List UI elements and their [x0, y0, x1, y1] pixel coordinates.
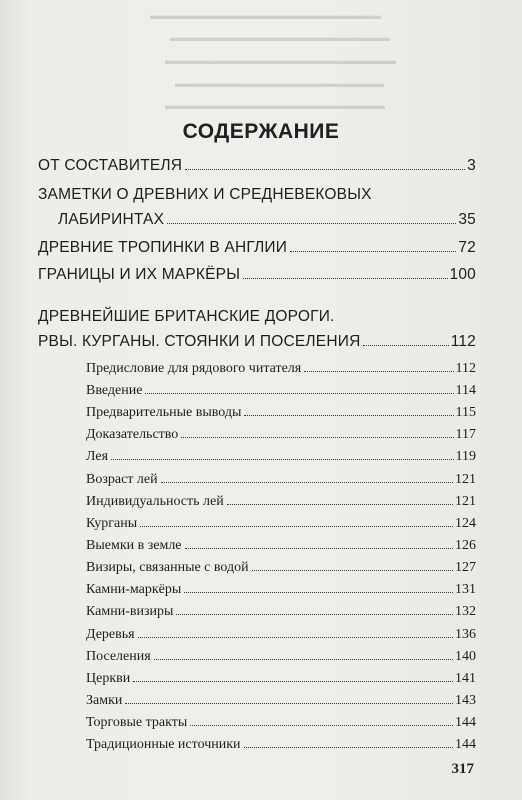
toc-subentry-page: 117 — [455, 427, 476, 442]
toc-subentry-label: Предисловие для рядового читателя — [86, 361, 302, 376]
dot-leader — [145, 393, 453, 394]
toc-entry-page: 72 — [458, 239, 476, 256]
toc-subentry-page: 114 — [455, 383, 476, 398]
toc-subentry-page: 131 — [455, 582, 476, 597]
toc-subentry-page: 132 — [455, 604, 476, 619]
bleed-through-text: ▬▬▬▬▬▬▬▬▬▬▬▬▬▬▬▬▬▬▬▬ — [165, 100, 385, 112]
toc-subentry-label: Индивидуальность лей — [86, 494, 224, 509]
dot-leader — [167, 223, 456, 224]
toc-entry-label: РВЫ. КУРГАНЫ. СТОЯНКИ И ПОСЕЛЕНИЯ — [38, 333, 361, 350]
toc-subentry-page: 144 — [455, 737, 476, 752]
toc-entry — [58, 211, 476, 229]
toc-subentry-label: Возраст лей — [86, 472, 158, 487]
toc-subentry-page: 124 — [455, 516, 476, 531]
toc-subentry-label: Традиционные источники — [86, 737, 241, 752]
bleed-through-text: ▬▬▬▬▬▬▬▬▬▬▬▬▬▬▬▬▬▬▬ — [175, 78, 384, 90]
toc-entry-page: 35 — [458, 211, 476, 228]
toc-subentry-page: 141 — [455, 671, 476, 686]
toc-subentry-label: Курганы — [86, 516, 138, 531]
dot-leader — [185, 169, 465, 170]
toc-subentry — [86, 516, 476, 532]
bleed-through-text: ▬▬▬▬▬▬▬▬▬▬▬▬▬▬▬▬▬▬▬▬▬ — [150, 10, 381, 22]
page-number: 317 — [451, 761, 474, 777]
toc-subentry — [86, 715, 476, 731]
toc-subentry-page: 127 — [455, 560, 476, 575]
dot-leader — [133, 681, 453, 682]
toc-subentry-label: Введение — [86, 383, 143, 398]
toc-subentry — [86, 494, 476, 510]
page-title: СОДЕРЖАНИЕ — [182, 120, 340, 143]
toc-subentry-page: 119 — [455, 449, 476, 464]
toc-subentry — [86, 671, 476, 687]
toc-entry — [38, 266, 476, 284]
toc-subentry — [86, 449, 476, 465]
toc-subentry-page: 121 — [455, 472, 476, 487]
toc-subentry-label: Поселения — [86, 649, 151, 664]
dot-leader — [125, 703, 453, 704]
toc-subentry — [86, 737, 476, 753]
toc-subentry — [86, 538, 476, 554]
toc-subentry — [86, 582, 476, 598]
toc-subentry-page: 121 — [455, 494, 476, 509]
toc-subentry-label: Визиры, связанные с водой — [86, 560, 249, 575]
toc-subentry-label: Торговые тракты — [86, 715, 188, 730]
dot-leader — [161, 482, 453, 483]
dot-leader — [176, 614, 453, 615]
toc-subentry-page: 112 — [455, 361, 476, 376]
toc-entry-label: ЛАБИРИНТАХ — [58, 211, 165, 228]
dot-leader — [363, 345, 448, 346]
toc-subentry — [86, 693, 476, 709]
dot-leader — [185, 548, 453, 549]
dot-leader — [190, 725, 453, 726]
bleed-through-text: ▬▬▬▬▬▬▬▬▬▬▬▬▬▬▬▬▬▬▬▬▬ — [165, 55, 396, 67]
toc-entry — [38, 333, 476, 351]
toc-subentry-page: 140 — [455, 649, 476, 664]
dot-leader — [154, 659, 453, 660]
toc-subentry — [86, 405, 476, 421]
dot-leader — [304, 371, 453, 372]
toc-subentry-label: Замки — [86, 693, 123, 708]
toc-entry-page: 3 — [467, 157, 476, 174]
toc-entry-page: 112 — [450, 333, 476, 350]
toc-subentry — [86, 383, 476, 399]
toc-entry-label: ОТ СОСТАВИТЕЛЯ — [38, 157, 183, 174]
toc-subentry-page: 144 — [455, 715, 476, 730]
dot-leader — [244, 415, 453, 416]
toc-entry-page: 100 — [449, 266, 476, 283]
toc-entry-label: ДРЕВНИЕ ТРОПИНКИ В АНГЛИИ — [38, 239, 288, 256]
dot-leader — [140, 526, 453, 527]
toc-subentry-label: Камни-визиры — [86, 604, 174, 619]
dot-leader — [227, 504, 453, 505]
toc-subentry-label: Церкви — [86, 671, 131, 686]
toc-entry — [38, 157, 476, 175]
toc-subentry-page: 143 — [455, 693, 476, 708]
toc-subentry — [86, 560, 476, 576]
toc-subentry — [86, 472, 476, 488]
toc-subentry — [86, 604, 476, 620]
dot-leader — [244, 747, 453, 748]
toc-subentry-label: Камни-маркёры — [86, 582, 182, 597]
toc-subentry-label: Предварительные выводы — [86, 405, 242, 420]
toc-entry — [38, 239, 476, 257]
toc-entry-label-line1: ДРЕВНЕЙШИЕ БРИТАНСКИЕ ДОРОГИ. — [38, 308, 335, 325]
toc-entry-label: ГРАНИЦЫ И ИХ МАРКЁРЫ — [38, 266, 241, 283]
dot-leader — [252, 570, 453, 571]
toc-subentry-label: Выемки в земле — [86, 538, 182, 553]
toc-subentry — [86, 627, 476, 643]
bleed-through-text: ▬▬▬▬▬▬▬▬▬▬▬▬▬▬▬▬▬▬▬▬ — [170, 32, 390, 44]
dot-leader — [243, 278, 447, 279]
toc-subentry-page: 126 — [455, 538, 476, 553]
toc-subentry-label: Доказательство — [86, 427, 179, 442]
dot-leader — [138, 637, 453, 638]
toc-subentry — [86, 427, 476, 443]
toc-subentry-page: 136 — [455, 627, 476, 642]
toc-subentry — [86, 649, 476, 665]
dot-leader — [290, 251, 456, 252]
toc-entry-label-line1: ЗАМЕТКИ О ДРЕВНИХ И СРЕДНЕВЕКОВЫХ — [38, 186, 372, 203]
toc-subentry — [86, 361, 476, 377]
toc-subentry-label: Лея — [86, 449, 109, 464]
toc-subentry-label: Деревья — [86, 627, 135, 642]
dot-leader — [181, 437, 453, 438]
dot-leader — [184, 592, 453, 593]
toc-subentry-page: 115 — [455, 405, 476, 420]
dot-leader — [111, 459, 453, 460]
